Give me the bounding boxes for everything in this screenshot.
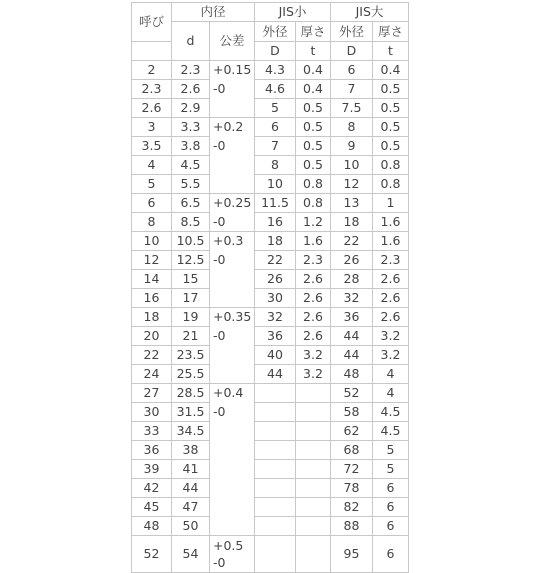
tolerance-cell xyxy=(210,194,255,232)
header-jis-small-D: D xyxy=(255,42,296,61)
header-jis-small-thickness: 厚さ xyxy=(296,22,331,42)
nominal-size-cell: 30 xyxy=(132,403,172,422)
jis-large-outer-cell: 18 xyxy=(331,213,373,232)
jis-small-outer-cell xyxy=(255,460,296,479)
jis-small-thickness-cell xyxy=(296,422,331,441)
tolerance-cell xyxy=(210,536,255,573)
tolerance-minus: -0 xyxy=(213,403,226,419)
jis-large-outer-cell: 88 xyxy=(331,517,373,536)
tolerance-minus: -0 xyxy=(213,555,226,570)
jis-small-outer-cell: 6 xyxy=(255,118,296,137)
jis-small-thickness-cell: 0.4 xyxy=(296,61,331,80)
header-tolerance: 公差 xyxy=(210,22,255,61)
jis-small-outer-cell: 16 xyxy=(255,213,296,232)
jis-small-outer-cell xyxy=(255,498,296,517)
table-row xyxy=(132,327,409,346)
table-row xyxy=(132,80,409,99)
jis-large-outer-cell: 7.5 xyxy=(331,99,373,118)
tolerance-plus: +0.25 xyxy=(213,195,252,210)
tolerance-minus: -0 xyxy=(213,213,226,229)
jis-large-outer-cell: 26 xyxy=(331,251,373,270)
nominal-size-cell: 16 xyxy=(132,289,172,308)
jis-large-thickness-cell: 4 xyxy=(373,365,409,384)
jis-large-thickness-cell: 1.6 xyxy=(373,232,409,251)
nominal-size-cell: 2.6 xyxy=(132,99,172,118)
jis-small-outer-cell xyxy=(255,517,296,536)
jis-small-thickness-cell: 0.8 xyxy=(296,175,331,194)
inner-diameter-cell: 47 xyxy=(172,498,210,517)
jis-small-thickness-cell: 0.5 xyxy=(296,137,331,156)
jis-small-outer-cell xyxy=(255,441,296,460)
jis-large-thickness-cell: 3.2 xyxy=(373,346,409,365)
jis-small-thickness-cell: 0.8 xyxy=(296,194,331,213)
table-row xyxy=(132,99,409,118)
jis-large-outer-cell: 28 xyxy=(331,270,373,289)
jis-small-thickness-cell xyxy=(296,517,331,536)
jis-small-outer-cell: 22 xyxy=(255,251,296,270)
table-row xyxy=(132,308,409,327)
nominal-size-cell: 22 xyxy=(132,346,172,365)
header-jis-large-D: D xyxy=(331,42,373,61)
jis-small-thickness-cell: 2.6 xyxy=(296,270,331,289)
jis-small-thickness-cell xyxy=(296,403,331,422)
table-row xyxy=(132,517,409,536)
jis-large-thickness-cell: 0.5 xyxy=(373,118,409,137)
table-row xyxy=(132,536,409,573)
jis-large-thickness-cell: 6 xyxy=(373,498,409,517)
table-row xyxy=(132,251,409,270)
jis-large-thickness-cell: 4.5 xyxy=(373,403,409,422)
jis-large-outer-cell: 82 xyxy=(331,498,373,517)
jis-small-outer-cell xyxy=(255,536,296,573)
jis-large-outer-cell: 7 xyxy=(331,80,373,99)
nominal-size-cell: 52 xyxy=(132,536,172,573)
jis-small-outer-cell xyxy=(255,479,296,498)
jis-small-thickness-cell: 3.2 xyxy=(296,365,331,384)
table-row xyxy=(132,403,409,422)
inner-diameter-cell: 2.3 xyxy=(172,61,210,80)
jis-large-thickness-cell: 6 xyxy=(373,479,409,498)
table-row xyxy=(132,422,409,441)
header-jis-small-outer: 外径 xyxy=(255,22,296,42)
inner-diameter-cell: 31.5 xyxy=(172,403,210,422)
inner-diameter-cell: 6.5 xyxy=(172,194,210,213)
inner-diameter-cell: 2.9 xyxy=(172,99,210,118)
jis-large-outer-cell: 95 xyxy=(331,536,373,573)
jis-large-thickness-cell: 2.6 xyxy=(373,270,409,289)
jis-large-thickness-cell: 5 xyxy=(373,441,409,460)
tolerance-cell xyxy=(210,384,255,536)
inner-diameter-cell: 38 xyxy=(172,441,210,460)
inner-diameter-cell: 8.5 xyxy=(172,213,210,232)
jis-large-thickness-cell: 2.6 xyxy=(373,289,409,308)
table-row xyxy=(132,441,409,460)
nominal-size-cell: 2.3 xyxy=(132,80,172,99)
jis-large-outer-cell: 32 xyxy=(331,289,373,308)
table-row xyxy=(132,156,409,175)
jis-small-outer-cell: 40 xyxy=(255,346,296,365)
jis-large-thickness-cell: 0.8 xyxy=(373,156,409,175)
tolerance-plus: +0.5 xyxy=(213,538,244,553)
jis-small-thickness-cell: 0.5 xyxy=(296,156,331,175)
jis-small-outer-cell: 8 xyxy=(255,156,296,175)
table-row xyxy=(132,232,409,251)
nominal-size-cell: 48 xyxy=(132,517,172,536)
jis-large-outer-cell: 9 xyxy=(331,137,373,156)
jis-large-outer-cell: 52 xyxy=(331,384,373,403)
tolerance-cell xyxy=(210,118,255,194)
tolerance-minus: -0 xyxy=(213,327,226,343)
jis-large-outer-cell: 10 xyxy=(331,156,373,175)
tolerance-plus: +0.35 xyxy=(213,309,252,324)
nominal-size-cell: 14 xyxy=(132,270,172,289)
header-jis-large-t: t xyxy=(373,42,409,61)
inner-diameter-cell: 3.8 xyxy=(172,137,210,156)
jis-small-outer-cell: 44 xyxy=(255,365,296,384)
jis-small-thickness-cell: 1.2 xyxy=(296,213,331,232)
inner-diameter-cell: 3.3 xyxy=(172,118,210,137)
jis-large-outer-cell: 6 xyxy=(331,61,373,80)
table-row xyxy=(132,460,409,479)
jis-large-thickness-cell: 2.6 xyxy=(373,308,409,327)
jis-large-thickness-cell: 4 xyxy=(373,384,409,403)
jis-small-thickness-cell xyxy=(296,479,331,498)
inner-diameter-cell: 19 xyxy=(172,308,210,327)
jis-large-outer-cell: 58 xyxy=(331,403,373,422)
nominal-size-cell: 2 xyxy=(132,61,172,80)
jis-large-outer-cell: 22 xyxy=(331,232,373,251)
nominal-size-cell: 33 xyxy=(132,422,172,441)
jis-large-outer-cell: 13 xyxy=(331,194,373,213)
jis-small-thickness-cell: 0.4 xyxy=(296,80,331,99)
header-inner-diameter: 内径 xyxy=(172,3,255,22)
inner-diameter-cell: 34.5 xyxy=(172,422,210,441)
nominal-size-cell: 36 xyxy=(132,441,172,460)
jis-large-thickness-cell: 1 xyxy=(373,194,409,213)
table-row xyxy=(132,213,409,232)
inner-diameter-cell: 10.5 xyxy=(172,232,210,251)
inner-diameter-cell: 2.6 xyxy=(172,80,210,99)
table-row xyxy=(132,61,409,80)
jis-large-outer-cell: 8 xyxy=(331,118,373,137)
jis-large-thickness-cell: 2.3 xyxy=(373,251,409,270)
jis-large-outer-cell: 62 xyxy=(331,422,373,441)
table-row xyxy=(132,346,409,365)
jis-small-thickness-cell: 0.5 xyxy=(296,118,331,137)
nominal-size-cell: 42 xyxy=(132,479,172,498)
inner-diameter-cell: 5.5 xyxy=(172,175,210,194)
header-jis-large-outer: 外径 xyxy=(331,22,373,42)
nominal-size-cell: 24 xyxy=(132,365,172,384)
inner-diameter-cell: 12.5 xyxy=(172,251,210,270)
inner-diameter-cell: 23.5 xyxy=(172,346,210,365)
nominal-size-cell: 20 xyxy=(132,327,172,346)
jis-large-thickness-cell: 4.5 xyxy=(373,422,409,441)
inner-diameter-cell: 17 xyxy=(172,289,210,308)
table-row xyxy=(132,289,409,308)
jis-large-thickness-cell: 0.4 xyxy=(373,61,409,80)
inner-diameter-cell: 4.5 xyxy=(172,156,210,175)
jis-small-outer-cell: 18 xyxy=(255,232,296,251)
jis-small-thickness-cell xyxy=(296,441,331,460)
jis-small-outer-cell: 30 xyxy=(255,289,296,308)
table-row xyxy=(132,498,409,517)
nominal-size-cell: 3.5 xyxy=(132,137,172,156)
jis-large-outer-cell: 44 xyxy=(331,327,373,346)
tolerance-plus: +0.3 xyxy=(213,233,244,248)
jis-large-thickness-cell: 0.5 xyxy=(373,99,409,118)
nominal-size-cell: 12 xyxy=(132,251,172,270)
inner-diameter-cell: 41 xyxy=(172,460,210,479)
tolerance-plus: +0.2 xyxy=(213,119,244,134)
jis-small-thickness-cell: 2.3 xyxy=(296,251,331,270)
tolerance-minus: -0 xyxy=(213,137,226,153)
nominal-size-cell: 3 xyxy=(132,118,172,137)
jis-small-thickness-cell: 1.6 xyxy=(296,232,331,251)
jis-small-thickness-cell xyxy=(296,460,331,479)
tolerance-plus: +0.15 xyxy=(213,62,252,77)
jis-small-outer-cell: 11.5 xyxy=(255,194,296,213)
header-jis-large-thickness: 厚さ xyxy=(373,22,409,42)
jis-large-outer-cell: 12 xyxy=(331,175,373,194)
jis-small-outer-cell: 4.3 xyxy=(255,61,296,80)
jis-large-outer-cell: 78 xyxy=(331,479,373,498)
header-blank xyxy=(132,42,172,61)
jis-large-outer-cell: 36 xyxy=(331,308,373,327)
jis-small-thickness-cell xyxy=(296,536,331,573)
jis-large-thickness-cell: 5 xyxy=(373,460,409,479)
tolerance-cell xyxy=(210,232,255,308)
jis-small-outer-cell: 36 xyxy=(255,327,296,346)
inner-diameter-cell: 54 xyxy=(172,536,210,573)
nominal-size-cell: 18 xyxy=(132,308,172,327)
table-row xyxy=(132,270,409,289)
inner-diameter-cell: 28.5 xyxy=(172,384,210,403)
jis-large-outer-cell: 48 xyxy=(331,365,373,384)
jis-large-thickness-cell: 6 xyxy=(373,536,409,573)
tolerance-cell xyxy=(210,308,255,384)
tolerance-plus: +0.4 xyxy=(213,385,244,400)
header-jis-large: JIS大 xyxy=(331,3,409,22)
jis-large-thickness-cell: 0.5 xyxy=(373,137,409,156)
jis-small-outer-cell xyxy=(255,403,296,422)
jis-small-outer-cell: 32 xyxy=(255,308,296,327)
table-row xyxy=(132,384,409,403)
jis-large-outer-cell: 44 xyxy=(331,346,373,365)
jis-small-outer-cell: 26 xyxy=(255,270,296,289)
tolerance-minus: -0 xyxy=(213,251,226,267)
jis-small-thickness-cell: 2.6 xyxy=(296,289,331,308)
nominal-size-cell: 8 xyxy=(132,213,172,232)
nominal-size-cell: 6 xyxy=(132,194,172,213)
jis-large-thickness-cell: 6 xyxy=(373,517,409,536)
table-row xyxy=(132,479,409,498)
table-row xyxy=(132,365,409,384)
jis-small-outer-cell: 7 xyxy=(255,137,296,156)
jis-large-thickness-cell: 0.8 xyxy=(373,175,409,194)
header-nominal-size: 呼び xyxy=(132,3,172,42)
table-row xyxy=(132,175,409,194)
header-d: d xyxy=(172,22,210,61)
header-jis-small-t: t xyxy=(296,42,331,61)
jis-small-outer-cell: 4.6 xyxy=(255,80,296,99)
jis-large-outer-cell: 68 xyxy=(331,441,373,460)
inner-diameter-cell: 15 xyxy=(172,270,210,289)
jis-small-outer-cell xyxy=(255,422,296,441)
jis-large-thickness-cell: 1.6 xyxy=(373,213,409,232)
jis-large-thickness-cell: 0.5 xyxy=(373,80,409,99)
jis-small-outer-cell: 10 xyxy=(255,175,296,194)
nominal-size-cell: 27 xyxy=(132,384,172,403)
header-jis-small: JIS小 xyxy=(255,3,331,22)
table-row xyxy=(132,194,409,213)
table-row xyxy=(132,118,409,137)
table-row xyxy=(132,137,409,156)
jis-large-thickness-cell: 3.2 xyxy=(373,327,409,346)
nominal-size-cell: 10 xyxy=(132,232,172,251)
nominal-size-cell: 45 xyxy=(132,498,172,517)
jis-small-outer-cell xyxy=(255,384,296,403)
inner-diameter-cell: 21 xyxy=(172,327,210,346)
jis-small-thickness-cell: 2.6 xyxy=(296,327,331,346)
nominal-size-cell: 39 xyxy=(132,460,172,479)
inner-diameter-cell: 50 xyxy=(172,517,210,536)
jis-small-thickness-cell: 2.6 xyxy=(296,308,331,327)
inner-diameter-cell: 44 xyxy=(172,479,210,498)
inner-diameter-cell: 25.5 xyxy=(172,365,210,384)
jis-small-thickness-cell xyxy=(296,498,331,517)
jis-small-outer-cell: 5 xyxy=(255,99,296,118)
jis-large-outer-cell: 72 xyxy=(331,460,373,479)
tolerance-minus: -0 xyxy=(213,80,226,96)
jis-small-thickness-cell xyxy=(296,384,331,403)
washer-dimension-table xyxy=(131,2,409,573)
jis-small-thickness-cell: 0.5 xyxy=(296,99,331,118)
tolerance-cell xyxy=(210,61,255,118)
jis-small-thickness-cell: 3.2 xyxy=(296,346,331,365)
nominal-size-cell: 5 xyxy=(132,175,172,194)
nominal-size-cell: 4 xyxy=(132,156,172,175)
